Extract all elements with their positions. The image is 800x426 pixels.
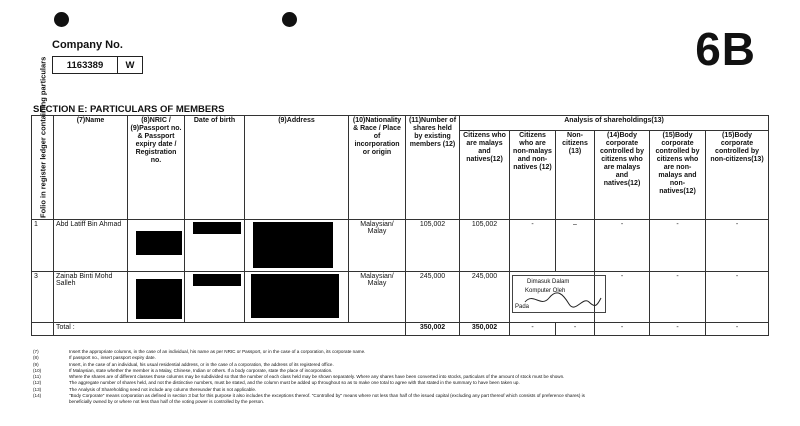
footnote-mark: (13) bbox=[33, 386, 42, 392]
form-code: 6B bbox=[695, 23, 756, 75]
dob-header: Date of birth bbox=[185, 116, 245, 220]
nric-cell bbox=[128, 220, 185, 272]
name-header: (7)Name bbox=[54, 116, 128, 220]
total-row bbox=[32, 323, 769, 336]
footnote-mark: (10) bbox=[33, 367, 42, 373]
company-number: 1163389 bbox=[53, 57, 118, 73]
address-cell bbox=[245, 272, 349, 323]
footnote-mark: (9) bbox=[33, 361, 39, 367]
corp-non-malays-header: (15)Body corporate controlled by citizens who are non-malays and non-natives(12) bbox=[650, 130, 706, 219]
corp-citizens-cell: - bbox=[595, 272, 650, 323]
footnote-mark: (7) bbox=[33, 349, 39, 354]
footnote bbox=[33, 399, 773, 405]
name-cell: Abd Latiff Bin Ahmad bbox=[54, 220, 128, 272]
corp-citizens-header: (14)Body corporate controlled by citizens who are malays and natives(12) bbox=[595, 130, 650, 219]
table-row bbox=[32, 272, 769, 323]
footnote-text: If passport no., insert passport expiry date. bbox=[69, 355, 156, 361]
total-non-citizens: - bbox=[556, 323, 595, 336]
received-stamp bbox=[512, 275, 606, 313]
signature-icon bbox=[523, 290, 603, 310]
folio-header bbox=[32, 56, 54, 220]
total-citizens-natives: 350,002 bbox=[460, 323, 510, 336]
punch-hole-right bbox=[282, 12, 297, 27]
table-row bbox=[32, 220, 769, 272]
stamp-line-2: Komputer Oleh bbox=[525, 288, 566, 294]
total-citizens-non-natives: - bbox=[510, 323, 556, 336]
citizens-natives-header: Citizens who are malays and natives(12) bbox=[460, 130, 510, 219]
stamp-cell bbox=[510, 272, 595, 323]
footnote-text: The aggregate number of shares held, and not the distinctive numbers, must be stated, and the column must be added up throughout so as to make one total to agree with that stated in the summary to have been taken up. bbox=[69, 380, 520, 386]
total-label: Total : bbox=[54, 323, 406, 336]
analysis-header: Analysis of shareholdings(13) bbox=[460, 116, 769, 131]
redaction-block bbox=[251, 274, 339, 318]
company-number-label: Company No. bbox=[52, 39, 123, 51]
nationality-cell: Malaysian/ Malay bbox=[349, 220, 406, 272]
shares-cell: 245,000 bbox=[406, 272, 460, 323]
nric-cell bbox=[128, 272, 185, 323]
nationality-header: (10)Nationality & Race / Place of incorporation or origin bbox=[349, 116, 406, 220]
dob-cell bbox=[185, 220, 245, 272]
corp-non-malays-cell: - bbox=[650, 220, 706, 272]
non-citizens-cell: – bbox=[556, 220, 595, 272]
company-number-suffix: W bbox=[125, 59, 135, 71]
nric-header: (8)NRIC / (9)Passport no. & Passport expiry date / Registration no. bbox=[128, 116, 185, 220]
footnotes bbox=[33, 349, 773, 406]
folio-cell: 1 bbox=[32, 220, 54, 272]
footnote-mark: (8) bbox=[33, 355, 39, 361]
footnote-mark: (11) bbox=[33, 374, 41, 380]
company-number-box bbox=[52, 56, 143, 74]
citizens-non-natives-cell: - bbox=[510, 220, 556, 272]
corp-non-malays-cell: - bbox=[650, 272, 706, 323]
punch-hole-left bbox=[54, 12, 69, 27]
address-cell bbox=[245, 220, 349, 272]
total-shares: 350,002 bbox=[406, 323, 460, 336]
footnote-text: Insert the appropriate columns, in the case of an individual, his name as per NRIC or Passport, or in the case of a corporation, its corporate name. bbox=[69, 349, 366, 354]
corp-citizens-cell: - bbox=[595, 220, 650, 272]
citizens-non-natives-header: Citizens who are non-malays and non-natives (12) bbox=[510, 130, 556, 219]
folio-cell bbox=[32, 323, 54, 336]
total-corp-citizens: - bbox=[595, 323, 650, 336]
folio-cell: 3 bbox=[32, 272, 54, 323]
corp-non-citizens-header: (15)Body corporate controlled by non-citizens(13) bbox=[706, 130, 769, 219]
footnote-text: Where the shares are of different classes those columns may be subdivided so that the number of each class held may be shown separately. Where any shares have been converted into stocks, particulars of the amount of stock must be shown. bbox=[69, 374, 565, 380]
nationality-cell: Malaysian/ Malay bbox=[349, 272, 406, 323]
footnote-text: "Body Corporate" means corporation as defined in section 3 but for this purpose it also includes the exceptions thereof. "Controlled by" means where not less than half of the issued capital (excluding any part thereof which consists of preference shares) is bbox=[69, 393, 585, 399]
address-header: (9)Address bbox=[245, 116, 349, 220]
stamp-line-1: Dimasuk Dalam bbox=[527, 279, 570, 285]
redaction-block bbox=[136, 231, 182, 255]
non-citizens-header: Non-citizens (13) bbox=[556, 130, 595, 219]
footnote-text: The Analysis of Shareholding need not include any column thereunder that is not applicable. bbox=[69, 386, 257, 392]
folio-header-text: Folio in register ledger containing particulars bbox=[38, 56, 47, 218]
dob-cell bbox=[185, 272, 245, 323]
total-corp-non-malays: - bbox=[650, 323, 706, 336]
total-corp-non-citizens: - bbox=[706, 323, 769, 336]
citizens-natives-cell: 105,002 bbox=[460, 220, 510, 272]
footnote-mark bbox=[33, 399, 69, 405]
footnote-text: beneficially owned by or where not less than half of the voting power is controlled by the person. bbox=[69, 399, 265, 405]
shares-header: (11)Number of shares held by existing members (12) bbox=[406, 116, 460, 220]
redaction-block bbox=[136, 279, 182, 319]
corp-non-citizens-cell: - bbox=[706, 220, 769, 272]
section-title: SECTION E: PARTICULARS OF MEMBERS bbox=[33, 104, 225, 115]
redaction-block bbox=[253, 222, 333, 268]
footnote-text: Insert, in the case of an individual, his usual residential address, or in the case of a corporation, the address of its registered office. bbox=[69, 361, 334, 367]
name-cell: Zainab Binti Mohd Salleh bbox=[54, 272, 128, 323]
footnote-mark: (14) bbox=[33, 393, 42, 399]
redaction-block bbox=[193, 222, 241, 234]
corp-non-citizens-cell: - bbox=[706, 272, 769, 323]
footnote-mark: (12) bbox=[33, 380, 42, 386]
stamp-line-3: Pada bbox=[515, 304, 530, 310]
citizens-natives-cell: 245,000 bbox=[460, 272, 510, 323]
redaction-block bbox=[193, 274, 241, 286]
footnote-text: If Malaysian, state whether the member is a Malay, Chinese, Indian or others. If a body corporate, state the place of incorporation. bbox=[69, 367, 333, 373]
shares-cell: 105,002 bbox=[406, 220, 460, 272]
